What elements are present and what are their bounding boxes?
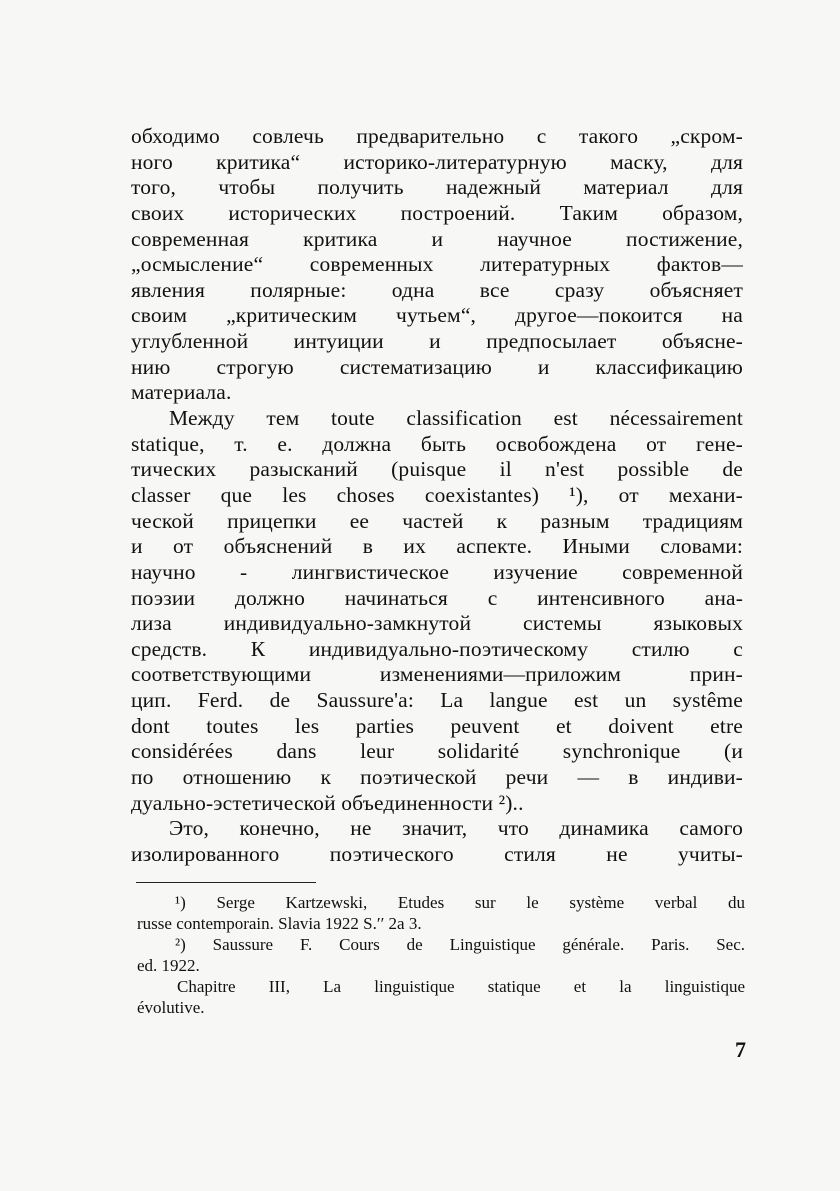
text-line: „осмысление“ современных литературных фактов— [131, 252, 743, 277]
text-line: обходимо совлечь предварительно с такого „скром- [131, 124, 743, 148]
text-line: dont toutes les parties peuvent et doivent etre [131, 713, 743, 738]
footnotes [137, 892, 745, 1018]
text-line: современная критика и научное постижение, [131, 226, 743, 251]
text-line: соответствующими изменениями—приложим прин- [131, 662, 743, 687]
footnote-line: ¹) Serge Kartzewski, Etudes sur le système verbal du [175, 893, 745, 912]
footnote-line: ed. 1922. [137, 956, 200, 975]
footnote-divider [136, 882, 316, 883]
footnote-line: ²) Saussure F. Cours de Linguistique générale. Paris. Sec. [175, 935, 745, 954]
text-line: своим „критическим чутьем“, другое—покоится на [131, 303, 743, 328]
text-line: ного критика“ историко-литературную маску, для [131, 149, 743, 174]
page-number: 7 [735, 1037, 746, 1062]
text-line: и от объяснений в их аспекте. Иными словами: [131, 534, 743, 559]
text-line: цип. Ferd. de Saussure'a: La langue est un systême [131, 688, 743, 713]
text-line: средств. К индивидуально-поэтическому стилю с [131, 636, 743, 661]
paragraph-start-line: Между тем toute classification est nécessairement [169, 406, 743, 431]
text-line: нию строгую систематизацию и классификацию [131, 354, 743, 379]
footnote-line: russe contemporain. Slavia 1922 S.′′ 2a 3. [137, 914, 422, 933]
text-line: материала. [131, 380, 232, 405]
text-line: своих исторических построений. Таким образом, [131, 200, 743, 225]
text-line: поэзии должно начинаться с интенсивного ана- [131, 585, 743, 610]
text-line: изолированного поэтического стиля не учиты- [131, 841, 743, 866]
text-line: по отношению к поэтической речи — в индиви- [131, 765, 743, 790]
paragraph-start-line: Это, конечно, не значит, что динамика самого [169, 816, 743, 841]
main-text [131, 124, 743, 868]
text-line: углубленной интуиции и предпосылает объясне- [131, 329, 743, 354]
text-line: лиза индивидуально-замкнутой системы языковых [131, 611, 743, 636]
text-line: явления полярные: одна все сразу объясняет [131, 277, 743, 302]
text-line: научно - лингвистическое изучение современной [131, 559, 743, 584]
text-line: тических разысканий (puisque il n'est possible de [131, 457, 743, 482]
text-line: considérées dans leur solidarité synchronique (и [131, 739, 743, 764]
text-line: ческой прицепки ее частей к разным традициям [131, 508, 743, 533]
text-line: дуально-эстетической объединенности ²).. [131, 790, 524, 815]
text-line: classer que les choses coexistantes) ¹), от механи- [131, 482, 743, 507]
footnote-line: évolutive. [137, 998, 205, 1017]
text-line: statique, т. е. должна быть освобождена от гене- [131, 431, 743, 456]
footnote-line: Chapitre III, La linguistique statique et la linguistique [177, 977, 745, 996]
text-line: того, чтобы получить надежный материал для [131, 175, 743, 200]
